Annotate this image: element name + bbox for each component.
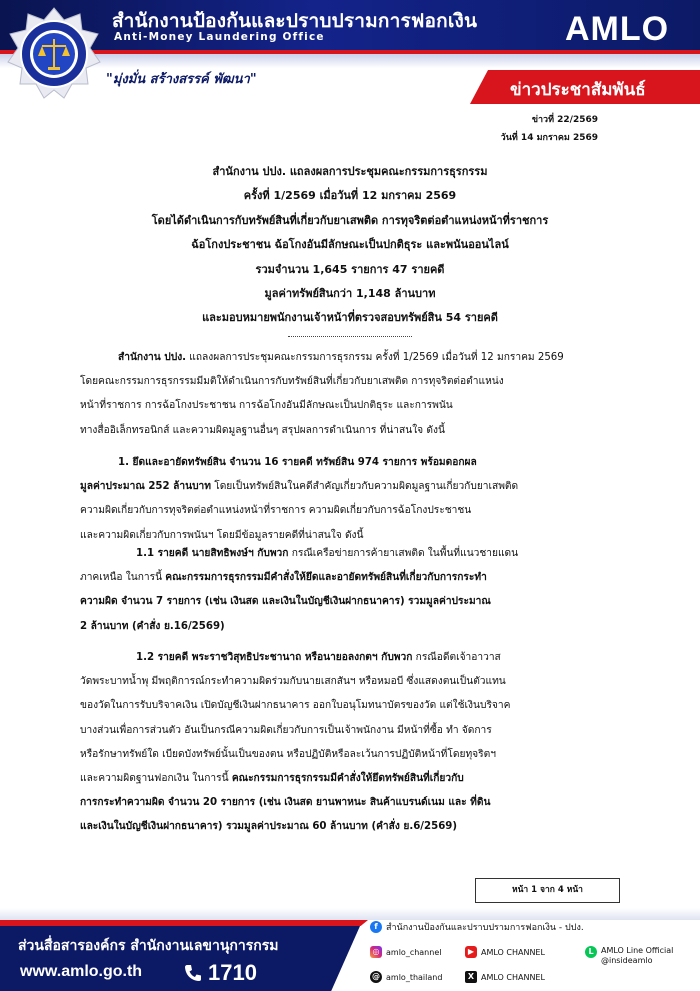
case-1-1-order: คณะกรรมการธุรกรรมมีคำสั่งให้ยึดและอายัดทรัพย์สินที่เกี่ยวกับการกระทำ [165,572,487,584]
section-1-text: ความผิดเกี่ยวกับการทุจริตต่อตำแหน่งหน้าที่ราชการ ความผิดเกี่ยวกับการฉ้อโกงประชาชน [80,505,472,517]
news-date: วันที่ 14 มกราคม 2569 [500,133,598,143]
intro-line: หน้าที่ราชการ การฉ้อโกงประชาชน การฉ้อโกงอันมีลักษณะเป็นปกติธุระ และการพนัน [80,400,453,412]
x-icon: X [465,971,477,983]
hotline-number[interactable]: 1710 [208,960,257,985]
x-label: AMLO CHANNEL [481,972,545,982]
case-1-1-text: ภาคเหนือ ในการนี้ [80,572,166,584]
footer-gradient [0,908,700,920]
section-label: ข่าวประชาสัมพันธ์ [510,80,646,100]
headline-line: และมอบหมายพนักงานเจ้าหน้าที่ตรวจสอบทรัพย์สิน 54 รายคดี [202,311,498,325]
instagram-icon: ◎ [370,946,382,958]
case-1-2-paragraph [80,646,628,840]
phone-icon [182,962,204,984]
headline-line: โดยได้ดำเนินการกับทรัพย์สินที่เกี่ยวกับยาเสพติด การทุจริตต่อตำแหน่งหน้าที่ราชการ [151,213,549,227]
facebook-label: สำนักงานป้องกันและปราบปรามการฟอกเงิน - ปปง. [386,923,584,933]
section-1-paragraph [80,451,628,548]
instagram-label: amlo_channel [386,947,442,957]
youtube-label: AMLO CHANNEL [481,947,545,957]
section-1-text: และความผิดเกี่ยวกับการพนันฯ โดยมีข้อมูลรายคดีที่น่าสนใจ ดังนี้ [80,529,364,541]
case-1-2-text: หรือรักษาทรัพย์ใด เบียดบังทรัพย์นั้นเป็นของตน หรือปฏิบัติหรือละเว้นการปฏิบัติหน้าที่โดยทุจริตฯ [80,748,496,760]
case-1-2-order: คณะกรรมการธุรกรรมมีคำสั่งให้ยึดทรัพย์สินที่เกี่ยวกับ [231,773,464,785]
intro-line: โดยคณะกรรมการธุรกรรมมีมติให้ดำเนินการกับทรัพย์สินที่เกี่ยวกับยาเสพติด การทุจริตต่อตำแหน่ง [80,376,504,388]
page-indicator: หน้า 1 จาก 4 หน้า [475,878,620,903]
news-number: ข่าวที่ 22/2569 [531,115,598,125]
headline-line: ครั้งที่ 1/2569 เมื่อวันที่ 12 มกราคม 2569 [243,189,457,203]
org-name-thai: สำนักงานป้องกันและปราบปรามการฟอกเงิน [112,10,478,32]
threads-link[interactable] [370,971,442,983]
case-1-2-text: วัดพระบาทน้ำพุ มีพฤติการณ์กระทำความผิดร่วมกับนายเสกสันฯ หรือหมอบี ซึ่งแสดงตนเป็นตัวแทน [80,676,506,688]
footer-red-stripe [0,920,368,926]
footer-department: ส่วนสื่อสารองค์กร สำนักงานเลขานุการกรม [18,938,279,954]
footer-website-link[interactable]: www.amlo.go.th [20,963,143,980]
threads-icon: @ [372,972,380,981]
amlo-logo-icon [6,6,102,102]
line-icon: L [585,946,597,958]
case-1-1-title: 1.1 รายคดี นายสิทธิพงษ์ฯ กับพวก [136,548,289,559]
intro-lead: สำนักงาน ปปง. [118,352,187,363]
case-1-1-order: ความผิด จำนวน 7 รายการ (เช่น เงินสด และเงินในบัญชีเงินฝากธนาคาร) รวมมูลค่าประมาณ [80,596,491,608]
headline-line: มูลค่าทรัพย์สินกว่า 1,148 ล้านบาท [264,287,436,301]
case-1-2-title: 1.2 รายคดี พระราชวิสุทธิประชานาถ หรือนายอลงกตฯ กับพวก [136,652,413,663]
section-1-heading: 1. ยึดและอายัดทรัพย์สิน จำนวน 16 รายคดี ทรัพย์สิน 974 รายการ พร้อมดอกผล [118,457,477,468]
line-label: AMLO Line Official [601,946,674,955]
section-1-value: มูลค่าประมาณ 252 ล้านบาท [80,481,211,493]
header-wave [0,54,700,68]
headline-line: รวมจำนวน 1,645 รายการ 47 รายคดี [255,262,445,276]
intro-paragraph [80,346,628,443]
youtube-icon: ▶ [465,946,477,958]
section-divider [288,336,412,337]
page-footer [0,908,700,991]
intro-line: ทางสื่ออิเล็กทรอนิกส์ และความผิดมูลฐานอื่นๆ สรุปผลการดำเนินการ ที่น่าสนใจ ดังนี้ [80,424,445,436]
case-1-1-text: กรณีเครือข่ายการค้ายาเสพติด ในพื้นที่แนวชายแดน [288,548,519,559]
case-1-2-text: ของวัดในการรับบริจาคเงิน เปิดบัญชีเงินฝากธนาคาร ออกใบอนุโมทนาบัตรของวัด แต่ใช้เงินบริจาค [80,700,511,712]
line-id: @insideamlo [601,956,653,965]
case-1-1-order: 2 ล้านบาท (คำสั่ง ย.16/2569) [80,620,225,632]
x-link[interactable] [465,971,545,983]
case-1-2-order: และเงินในบัญชีเงินฝากธนาคาร) รวมมูลค่าประมาณ 60 ล้านบาท (คำสั่ง ย.6/2569) [80,821,458,833]
facebook-link[interactable] [370,920,584,934]
case-1-2-order: การกระทำความผิด จำนวน 20 รายการ (เช่น เงินสด ยานพาหนะ สินค้าแบรนด์เนม และ ที่ดิน [80,797,491,809]
org-name-english: Anti-Money Laundering Office [114,31,325,43]
headline-line: สำนักงาน ปปง. แถลงผลการประชุมคณะกรรมการธุรกรรม [212,165,488,178]
intro-line: แถลงผลการประชุมคณะกรรมการธุรกรรม ครั้งที่ 1/2569 เมื่อวันที่ 12 มกราคม 2569 [186,352,564,363]
line-link[interactable] [585,946,673,966]
headline-block [70,160,630,331]
slogan: "มุ่งมั่น สร้างสรรค์ พัฒนา" [106,72,257,87]
case-1-1-paragraph [80,542,628,639]
youtube-link[interactable] [465,946,545,958]
threads-label: amlo_thailand [386,972,443,982]
instagram-link[interactable] [370,946,441,958]
page-header [0,0,700,112]
section-1-text: โดยเป็นทรัพย์สินในคดีสำคัญเกี่ยวกับความผิดมูลฐานเกี่ยวกับยาเสพติด [210,481,519,493]
case-1-2-text: และความผิดฐานฟอกเงิน ในการนี้ [80,773,232,785]
case-1-2-text: บางส่วนเพื่อการส่วนตัว อันเป็นกรณีความผิดเกี่ยวกับการเป็นเจ้าพนักงาน มีหน้าที่ซื้อ ทำ จัดการ [80,724,492,736]
facebook-icon: f [370,921,382,933]
case-1-2-text: กรณีอดีตเจ้าอาวาส [412,652,501,663]
headline-line: ฉ้อโกงประชาชน ฉ้อโกงอันมีลักษณะเป็นปกติธุระ และพนันออนไลน์ [191,238,509,252]
brand-wordmark: AMLO [565,10,670,48]
